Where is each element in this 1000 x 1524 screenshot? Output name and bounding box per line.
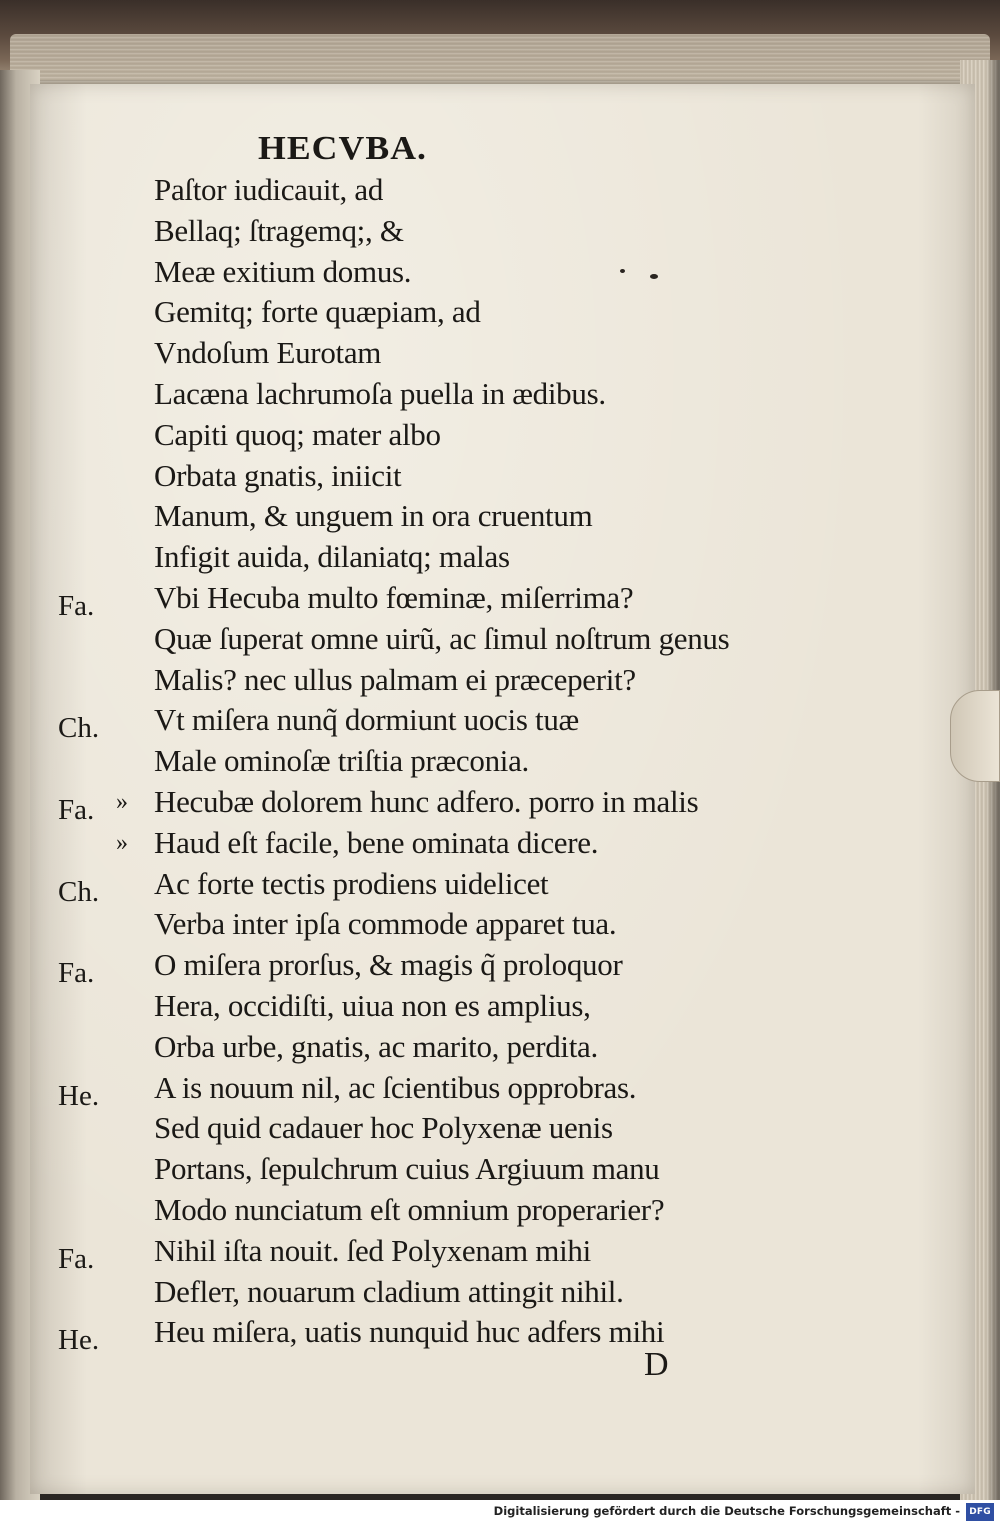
speaker-label: Fa. [58,957,95,990]
verse-line [30,904,975,945]
verse-line [30,333,975,374]
verse-text: Modo nunciatum eſt omnium properarier? [154,1191,665,1227]
verse-text: Lacæna lachrumoſa puella in ædibus. [154,375,606,411]
verse-text: Bellaq; ſtragemq;, & [154,212,404,248]
verse-line [30,170,975,211]
verse-line [30,864,975,908]
speaker-label: He. [58,1324,100,1357]
verse-block [30,170,975,1357]
footer-credit: Digitalisierung gefördert durch die Deutsche Forschungsgemeinschaft - [493,1504,960,1518]
verse-text: Heu miſera, uatis nunquid huc adfers mihi [154,1314,665,1350]
verse-line [30,415,975,456]
verse-text: Ac forte tectis prodiens uidelicet [154,865,549,901]
verse-line [30,292,975,333]
verse-line [30,496,975,537]
verse-line [30,1027,975,1068]
verse-text: Orbata gnatis, iniicit [154,457,402,493]
verse-text: Orba urbe, gnatis, ac marito, perdita. [154,1028,598,1064]
verse-text: Quæ ſuperat omne uirũ, ac ſimul noſtrum genus [154,620,730,656]
verse-text: Portans, ſepulchrum cuius Argiuum manu [154,1151,660,1187]
verse-line [30,619,975,660]
verse-text: A is nouum nil, ac ſcientibus opprobras. [154,1069,637,1105]
speaker-label: Fa. [58,589,95,622]
verse-line [30,537,975,578]
verse-line [30,1068,975,1112]
verse-text: Hecubæ dolorem hunc adfero. porro in malis [154,783,699,819]
verse-line [30,456,975,497]
speaker-label: Fa. [58,793,95,826]
verse-line [30,986,975,1027]
verse-line [30,211,975,252]
verse-line [30,374,975,415]
gnomic-quote-mark: » [116,829,128,856]
dfg-logo-icon: DFG [966,1503,994,1521]
verse-line [30,823,975,864]
verse-text: Vt miſera nunq̃ dormiunt uocis tuæ [154,702,579,738]
verse-line [30,252,975,293]
signature-mark: D [644,1346,669,1383]
ink-speck [650,274,658,279]
verse-line [30,782,975,826]
verse-text: Paſtor iudicauit, ad [154,172,384,207]
gnomic-quote-mark: » [116,788,128,815]
verse-text: Meæ exitium domus. [154,253,412,289]
verse-line [30,1108,975,1149]
verse-text: Nihil iſta nouit. ſed Polyxenam mihi [154,1232,591,1268]
page-clip [950,690,1000,782]
book-page [30,84,975,1494]
verse-line [30,1272,975,1313]
speaker-label: He. [58,1079,100,1112]
ink-speck [620,269,625,273]
verse-text: Sed quid cadauer hoc Polyxenæ uenis [154,1110,613,1146]
verse-text: Haud eſt facile, bene ominata dicere. [154,824,599,860]
verse-line [30,660,975,701]
speaker-label: Ch. [58,712,100,745]
verse-line [30,1231,975,1275]
running-head: HECVBA. [258,130,428,167]
verse-text: Verba inter ipſa commode apparet tua. [154,906,617,942]
verse-text: Vndoſum Eurotam [154,335,382,371]
verse-line [30,741,975,782]
verse-text: Hera, occidiſti, uiua non es amplius, [154,987,591,1023]
verse-text: Defleт, nouarum cladium attingit nihil. [154,1273,624,1309]
verse-text: Male ominoſæ triſtia præconia. [154,743,529,779]
verse-line [30,1190,975,1231]
verse-text: Infigit auida, dilaniatq; malas [154,539,510,575]
verse-text: O miſera prorſus, & magis q̃ proloquor [154,947,623,983]
verse-line [30,700,975,745]
verse-line [30,578,975,622]
footer-credit-bar [0,1500,1000,1524]
speaker-label: Ch. [58,875,100,908]
speaker-label: Fa. [58,1242,95,1275]
page-stack-top [10,34,990,84]
verse-text: Gemitq; forte quæpiam, ad [154,294,481,330]
verse-line [30,1149,975,1190]
verse-text: Capiti quoq; mater albo [154,416,441,452]
verse-line [30,945,975,990]
verse-text: Vbi Hecuba multo fœminæ, miſerrima? [154,579,634,615]
verse-text: Manum, & unguem in ora cruentum [154,498,593,534]
verse-text: Malis? nec ullus palmam ei præceperit? [154,661,636,697]
verse-line [30,1312,975,1357]
